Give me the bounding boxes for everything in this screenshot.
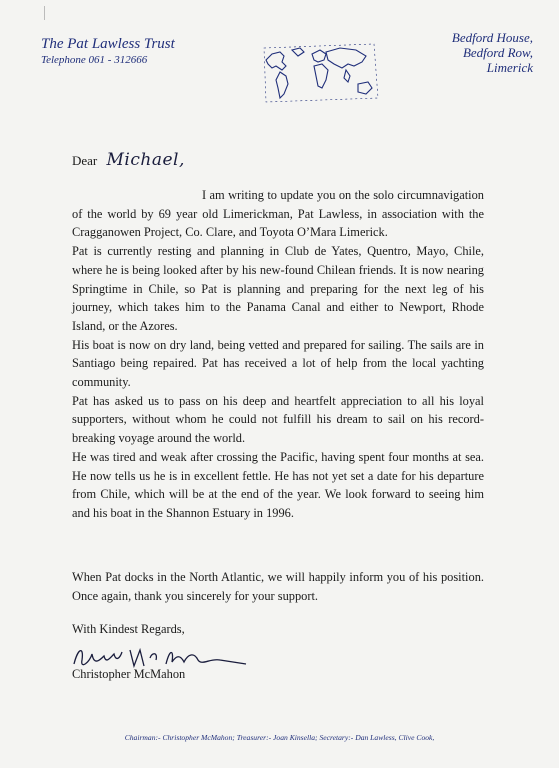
- paragraph: He was tired and weak after crossing the Pacific, having spent four months at sea. He now tells us he is in excellent fettle. He has not yet set a date for his departure from Chile, which will be at the end of the year. We look forward to seeing him and his boat in the Shannon Estuary in 1996.: [72, 449, 484, 520]
- paragraph: His boat is now on dry land, being vetted and prepared for sailing. The sails are in Santiago being repaired. Pat has received a lot of help from the local yachting community.: [72, 337, 484, 390]
- signer-name: Christopher McMahon: [72, 667, 186, 681]
- world-map-icon: [262, 42, 380, 104]
- trust-name: The Pat Lawless Trust: [41, 36, 175, 52]
- letter-body: [72, 186, 484, 523]
- closing-paragraph: When Pat docks in the North Atlantic, we will happily inform you of his position. Once again, thank you sincerely for your support.: [72, 570, 484, 603]
- scan-mark: [44, 6, 45, 20]
- letterhead-address: [452, 30, 533, 75]
- salutation: [72, 150, 185, 170]
- paragraph: Pat has asked us to pass on his deep and heartfelt appreciation to all his loyal supporters, without whom he could not fulfill his dream to sail on his record-breaking voyage around the world.: [72, 393, 484, 446]
- paragraph: Pat is currently resting and planning in Club de Yates, Quentro, Mayo, Chile, where he is being looked after by his new-found Chilean friends. It is now nearing Springtime in Chile, so Pat is planning and preparing for the next leg of his journey, which takes him to the Panama Canal and either to Newport, Rhode Island, or the Azores.: [72, 244, 484, 333]
- address-line-2: Bedford Row,: [462, 45, 533, 60]
- recipient-name: Michael,: [106, 150, 185, 170]
- telephone-number: Telephone 061 - 312666: [41, 54, 148, 66]
- paragraph: I am writing to update you on the solo circumnavigation of the world by 69 year old Limerickman, Pat Lawless, in association with the Cragganowen Project, Co. Clare, and Toyota O’Mara Limerick.: [72, 188, 484, 240]
- address-line-3: Limerick: [486, 60, 533, 75]
- address-line-1: Bedford House,: [451, 30, 533, 45]
- footer-officers: Chairman:- Christopher McMahon; Treasurer:- Joan Kinsella; Secretary:- Dan Lawless, Clive Cook,: [124, 733, 435, 742]
- letterhead-left: [41, 36, 175, 67]
- salutation-word: Dear: [72, 153, 98, 168]
- regards-line: With Kindest Regards,: [72, 622, 185, 636]
